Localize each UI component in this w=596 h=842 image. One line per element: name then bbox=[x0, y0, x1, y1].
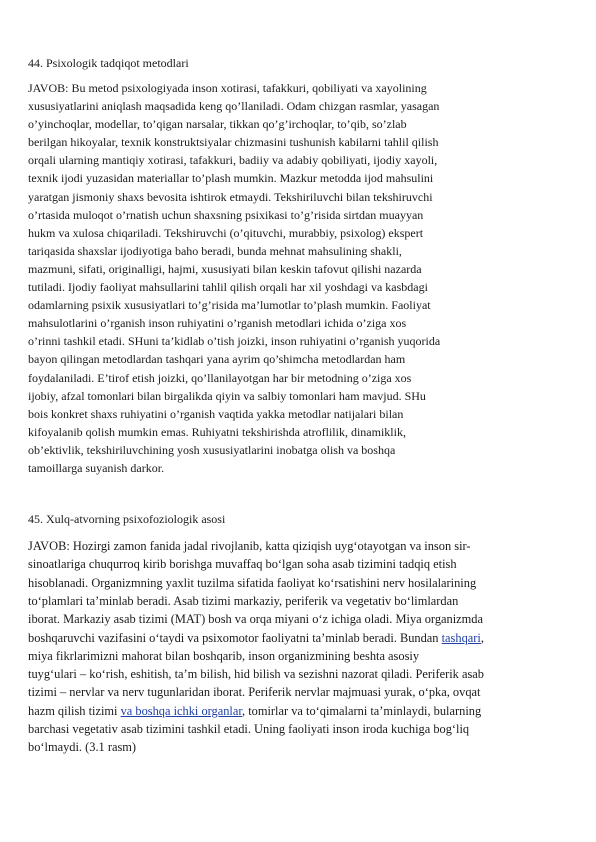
text-line: hukm va xulosa chiqariladi. Tekshiruvchi (o’qituvchi, murabbiy, psixolog) ekspert bbox=[28, 225, 424, 240]
text-line: barchasi vegetativ asab tizimini tashkil etadi. Uning faoliyati inson iroda kuchiga bog‘liq bbox=[28, 722, 470, 737]
hyperlink-tashqari[interactable]: tashqari bbox=[441, 630, 481, 645]
text-line: ob’ektivlik, tekshiriluvchining yosh xususiyatlarini inobatga olish va boshqa bbox=[28, 442, 396, 457]
text-line: kifoyalanib qolish mumkin emas. Ruhiyatni tekshirishda atroflilik, dinamiklik, bbox=[28, 424, 406, 439]
text-segment: , tomirlar va to‘qimalarni ta’minlaydi, bularning bbox=[242, 703, 482, 718]
document-page bbox=[28, 56, 574, 757]
text-line: iborat. Markaziy asab tizimi (MAT) bosh va orqa miyani o‘z ichiga oladi. Miya organizmda bbox=[28, 612, 483, 627]
text-line: foydalaniladi. E’tirof etish joizki, qo’llanilayotgan har bir metodning o’ziga xos bbox=[28, 370, 412, 385]
text-line: xususiyatlarini aniqlash maqsadida keng qo’llaniladi. Odam chizgan rasmlar, yasagan bbox=[28, 99, 440, 114]
section-heading: 45. Xulq-atvorning psixofoziologik asosi bbox=[28, 512, 226, 527]
text-line: tizimi – nervlar va nerv tugunlaridan iborat. Periferik nervlar majmuasi yurak, o‘pka, ovqat bbox=[28, 685, 481, 700]
text-line: JAVOB: Hozirgi zamon fanida jadal rivojlanib, katta qiziqish uyg‘otayotgan va inson sir- bbox=[28, 539, 471, 554]
section-body bbox=[28, 537, 574, 757]
text-line: to‘plamlari ta’minlab beradi. Asab tizimi markaziy, periferik va vegetativ bo‘limlardan bbox=[28, 593, 459, 608]
text-line bbox=[28, 702, 574, 720]
text-line: yaratgan jismoniy shaxs bevosita ishtirok etmaydi. Tekshiriluvchi bilan tekshiruvchi bbox=[28, 189, 433, 204]
text-line: ijobiy, afzal tomonlari bilan birgalikda qiyin va salbiy tomonlari ham mavjud. SHu bbox=[28, 388, 426, 403]
section-heading: 44. Psixologik tadqiqot metodlari bbox=[28, 56, 189, 70]
text-line: tamoillarga suyanish darkor. bbox=[28, 460, 165, 475]
text-line: tariqasida shaxslar ijodiyotiga baho beradi, bunda mehnat mahsulining shakli, bbox=[28, 243, 402, 258]
text-line bbox=[28, 629, 574, 647]
text-line: odamlarning psixik xususiyatlari to’g’risida ma’lumotlar to’plash mumkin. Faoliyat bbox=[28, 298, 431, 313]
text-line: miya fikrlarimizni mahorat bilan boshqarib, inson organizmining beshta asosiy bbox=[28, 648, 420, 663]
text-line: JAVOB: Bu metod psixologiyada inson xotirasi, tafakkuri, qobiliyati va xayolining bbox=[28, 81, 427, 95]
text-line: hisoblanadi. Organizmning yaxlit tuzilma sifatida faoliyat ko‘rsatishini nerv hosilalarining bbox=[28, 575, 477, 590]
text-segment: , bbox=[480, 630, 484, 645]
section-44 bbox=[28, 56, 574, 477]
text-segment: hazm qilish tizimi bbox=[28, 703, 121, 718]
text-line: tuyg‘ulari – ko‘rish, eshitish, ta’m bilish, hid bilish va sezishni nazorat qiladi. Periferik asab bbox=[28, 667, 484, 682]
text-line: orqali ularning mantiqiy xotirasi, tafakkuri, badiiy va adabiy qobiliyati, ijodiy xayoli, bbox=[28, 153, 438, 168]
text-line: o’yinchoqlar, modellar, to’qigan narsalar, tikkan qo’g’irchoqlar, to’qib, so’zlab bbox=[28, 117, 407, 132]
text-line: sinoatlariga chuqurroq kirib borishga muvaffaq bo‘lgan soha asab tizimini tadqiq etish bbox=[28, 557, 457, 572]
text-line: mahsulotlarini o’rganish inson ruhiyatini o’rganish metodlari ichida o’ziga xos bbox=[28, 316, 407, 331]
section-body bbox=[28, 79, 574, 477]
text-segment: boshqaruvchi vazifasini o‘taydi va psixomotor faoliyatni ta’minlab beradi. Bundan bbox=[28, 630, 442, 645]
text-line: tutiladi. Ijodiy faoliyat mahsullarini tahlil qilish orqali har xil yoshdagi va kasbdagi bbox=[28, 280, 428, 295]
text-line: berilgan hikoyalar, texnik konstruktsiyalar chizmasini tushunish kabilarni tahlil qilish bbox=[28, 135, 439, 150]
section-45 bbox=[28, 512, 574, 757]
text-line: o’rtasida muloqot o’rnatish uchun shaxsning psixikasi to’g’risida sirtdan muayyan bbox=[28, 207, 424, 222]
text-line: o’rinni tashkil etadi. SHuni ta’kidlab o’tish joizki, inson ruhiyatini o’rganish yuqorida bbox=[28, 334, 441, 349]
text-line: bayon qilingan metodlardan tashqari yana ayrim qo’shimcha metodlardan ham bbox=[28, 352, 406, 367]
text-line: bo‘lmaydi. (3.1 rasm) bbox=[28, 740, 137, 755]
text-line: texnik ijodi yuzasidan materiallar to’plash mumkin. Mazkur metodda ijod mahsulini bbox=[28, 171, 434, 186]
hyperlink-ichki-organlar[interactable]: va boshqa ichki organlar bbox=[120, 703, 243, 718]
text-line: mazmuni, sifati, originalligi, hajmi, xususiyati bilan keskin tafovut qilishi nazarda bbox=[28, 261, 422, 276]
text-line: bois konkret shaxs ruhiyatini o’rganish vaqtida yakka metodlar natijalari bilan bbox=[28, 406, 404, 421]
